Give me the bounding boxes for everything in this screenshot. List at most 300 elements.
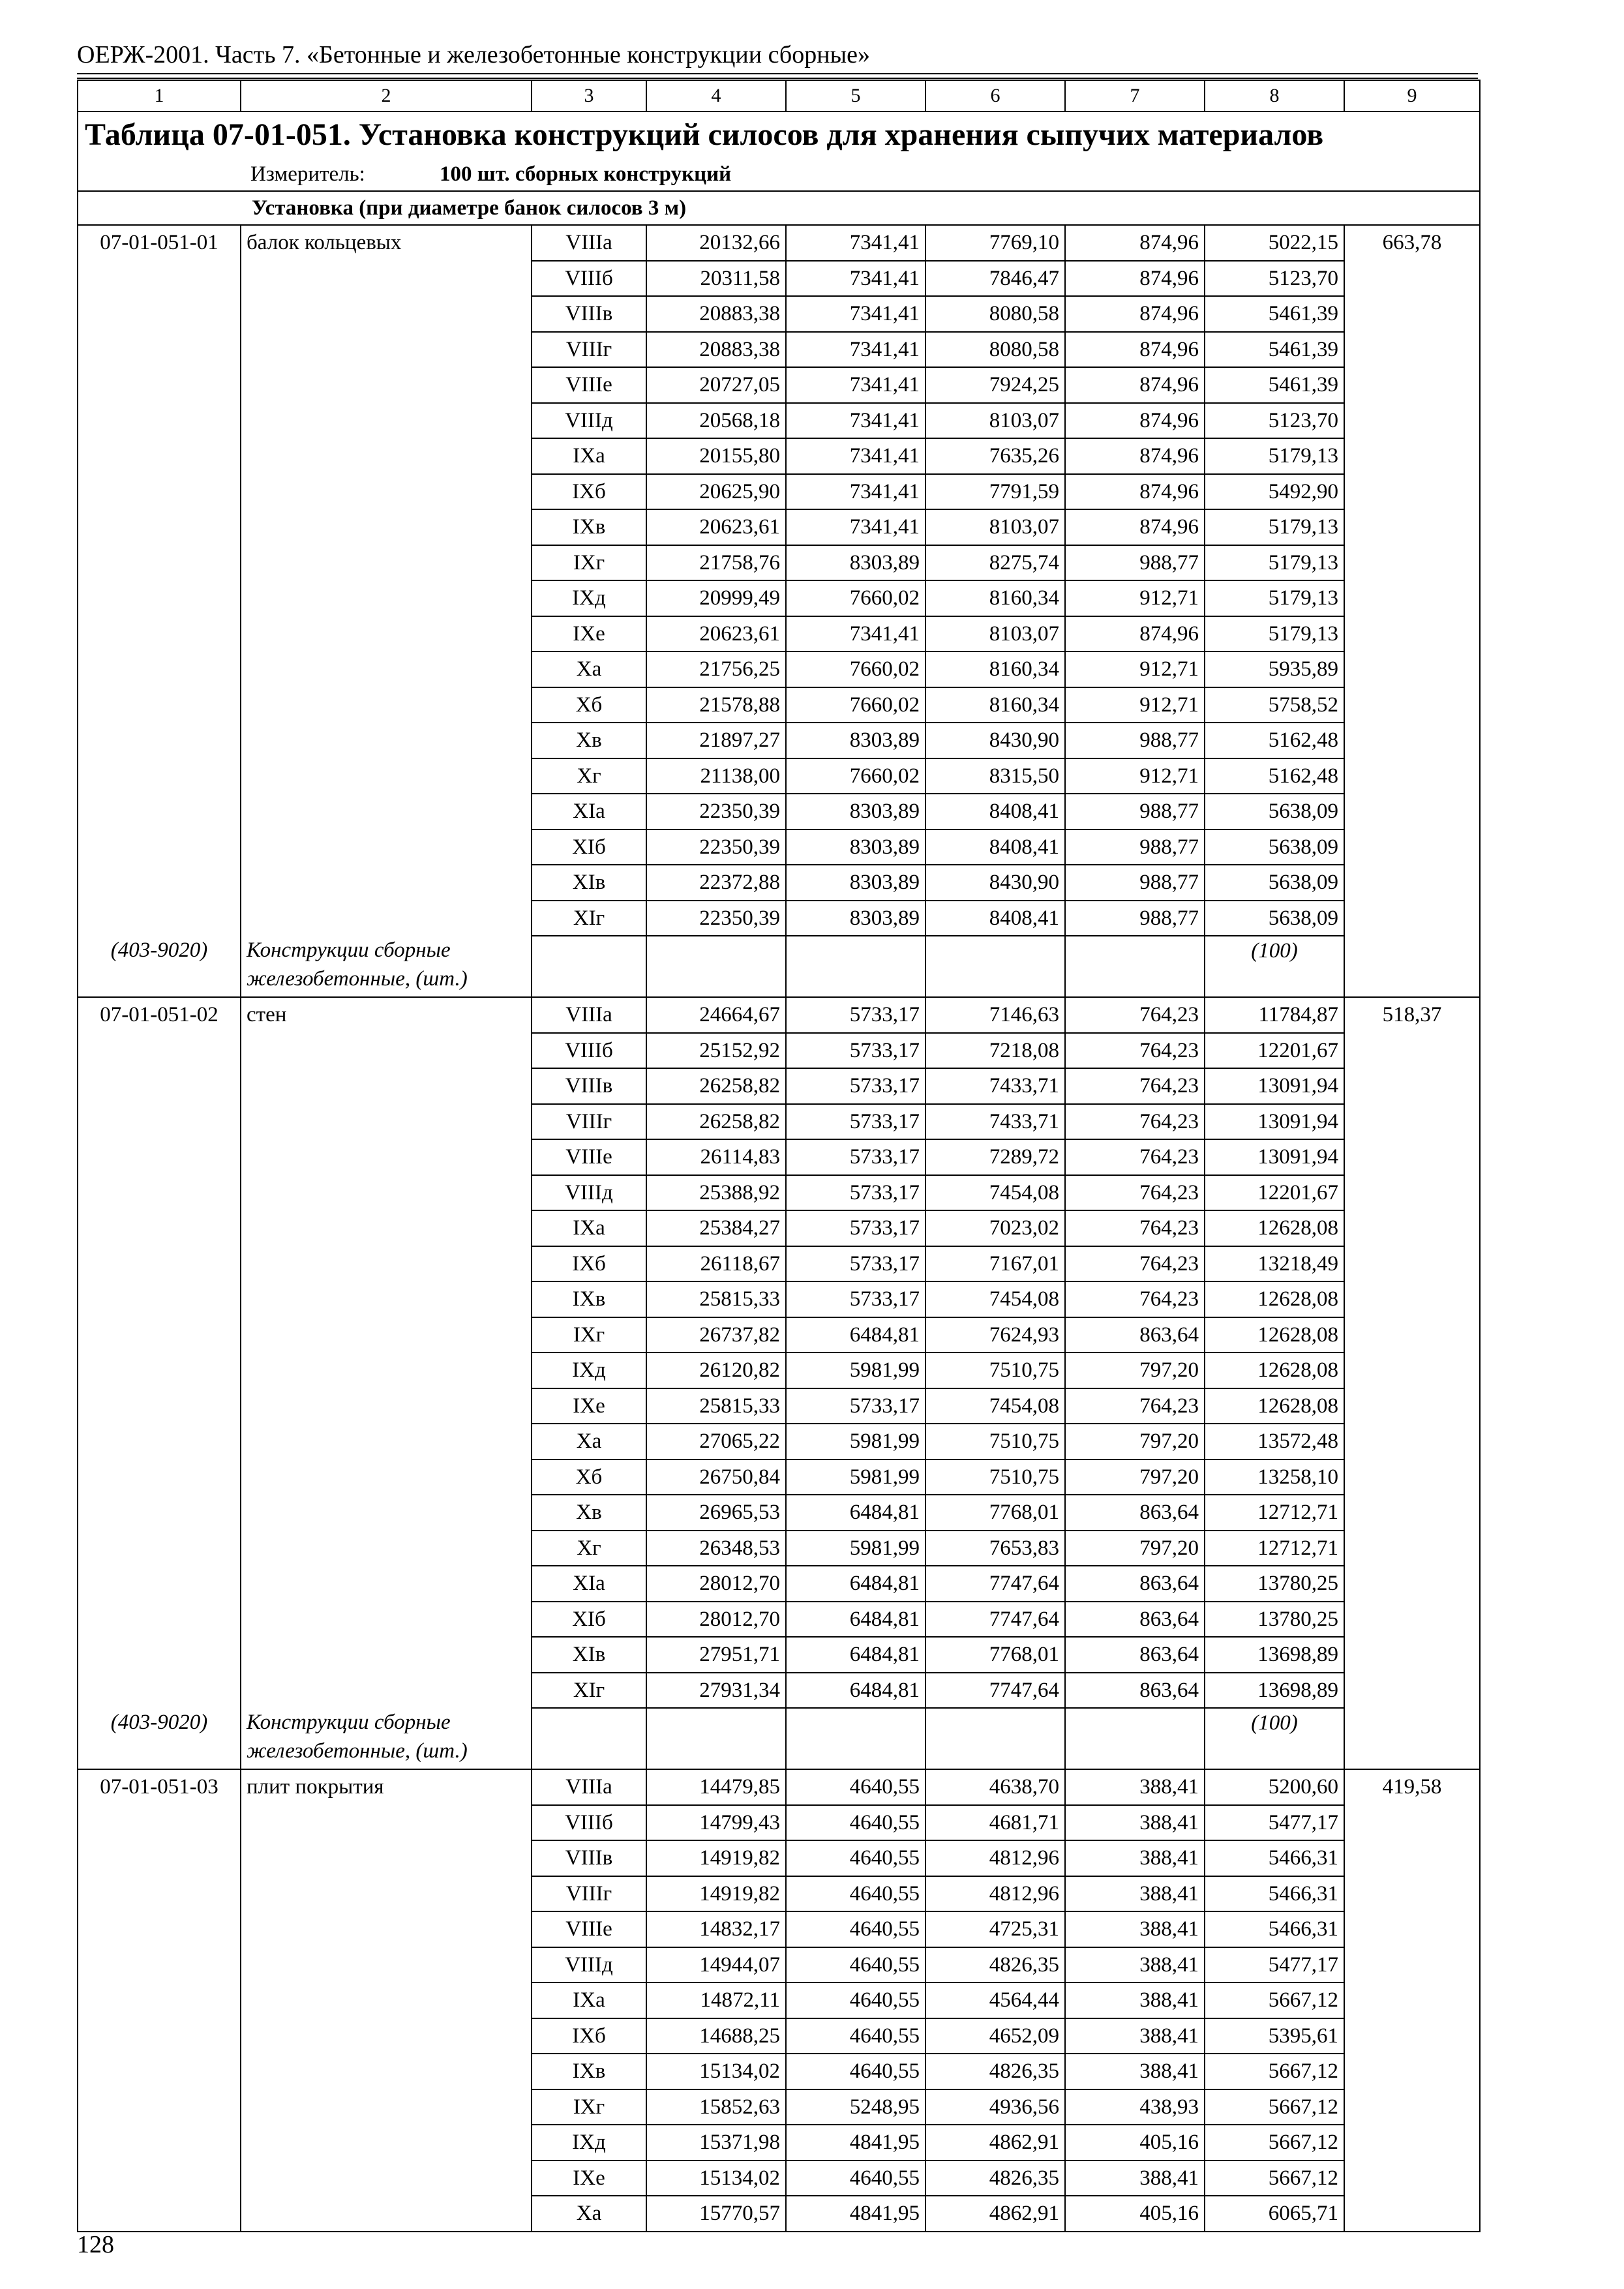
- table-row: [78, 1388, 1480, 1424]
- value-col-5: 7341,41: [786, 296, 925, 332]
- rate-code: [78, 2018, 241, 2054]
- value-col-8: 5667,12: [1205, 2089, 1344, 2125]
- zone-class: Xг: [532, 1531, 646, 1566]
- value-col-4: 15134,02: [646, 2054, 786, 2089]
- rate-name: [241, 794, 532, 830]
- rate-name: [241, 1947, 532, 1983]
- rate-code: [78, 1424, 241, 1459]
- value-col-7: 863,64: [1065, 1673, 1205, 1709]
- column-number: 6: [925, 80, 1065, 112]
- value-col-8: 5179,13: [1205, 616, 1344, 652]
- rate-name: [241, 1033, 532, 1069]
- value-col-5: 5733,17: [786, 1104, 925, 1140]
- value-col-6: 4681,71: [925, 1805, 1065, 1841]
- rate-code: [78, 474, 241, 510]
- value-col-7: 988,77: [1065, 865, 1205, 901]
- zone-class: XIа: [532, 1566, 646, 1602]
- value-col-7: 863,64: [1065, 1317, 1205, 1353]
- table-row: [78, 438, 1480, 474]
- value-col-7: 874,96: [1065, 616, 1205, 652]
- zone-class: VIIIд: [532, 403, 646, 439]
- table-row: [78, 1424, 1480, 1459]
- value-col-4: 21897,27: [646, 723, 786, 758]
- zone-class: IXд: [532, 1353, 646, 1388]
- rate-name: [241, 332, 532, 368]
- table-row: [78, 1068, 1480, 1104]
- value-col-9: [1344, 1876, 1480, 1912]
- rate-name: [241, 1911, 532, 1947]
- value-col-6: 8275,74: [925, 545, 1065, 581]
- table-row: [78, 296, 1480, 332]
- value-col-9: [1344, 1139, 1480, 1175]
- column-number: 7: [1065, 80, 1205, 112]
- table-row: [78, 2054, 1480, 2089]
- value-col-9: [1344, 438, 1480, 474]
- value-col-6: 4725,31: [925, 1911, 1065, 1947]
- value-col-4: 20623,61: [646, 616, 786, 652]
- value-col-9: [1344, 2196, 1480, 2232]
- value-col-6: 7924,25: [925, 367, 1065, 403]
- value-col-9: [1344, 1210, 1480, 1246]
- value-col-6: 4826,35: [925, 1947, 1065, 1983]
- rate-code: [78, 2089, 241, 2125]
- value-col-4: 20625,90: [646, 474, 786, 510]
- value-col-7: 388,41: [1065, 1876, 1205, 1912]
- zone-class: IXб: [532, 2018, 646, 2054]
- value-col-8: 6065,71: [1205, 2196, 1344, 2232]
- rate-code: [78, 1033, 241, 1069]
- value-col-5: 8303,89: [786, 723, 925, 758]
- value-col-7: 797,20: [1065, 1459, 1205, 1495]
- value-col-5: 6484,81: [786, 1566, 925, 1602]
- value-col-9: [1344, 687, 1480, 723]
- table-row: [78, 225, 1480, 261]
- running-header: ОЕРЖ-2001. Часть 7. «Бетонные и железобетонные конструкции сборные»: [77, 40, 1478, 74]
- value-col-8: 5179,13: [1205, 509, 1344, 545]
- table-row: [78, 1531, 1480, 1566]
- value-col-4: 25384,27: [646, 1210, 786, 1246]
- value-col-8: 5638,09: [1205, 794, 1344, 830]
- value-col-9: [1344, 1531, 1480, 1566]
- value-col-6: 4862,91: [925, 2125, 1065, 2161]
- value-col-9: [1344, 1911, 1480, 1947]
- value-col-6: 4638,70: [925, 1769, 1065, 1805]
- column-number: 9: [1344, 80, 1480, 112]
- rate-name: [241, 545, 532, 581]
- table-row: [78, 901, 1480, 936]
- value-col-4: 26737,82: [646, 1317, 786, 1353]
- value-col-8: 13698,89: [1205, 1637, 1344, 1673]
- value-col-8: 5667,12: [1205, 2054, 1344, 2089]
- rate-code: [78, 403, 241, 439]
- rate-name: [241, 723, 532, 758]
- value-col-9: [1344, 509, 1480, 545]
- value-col-8: 13780,25: [1205, 1566, 1344, 1602]
- value-col-6: 8408,41: [925, 901, 1065, 936]
- zone-class: Xа: [532, 1424, 646, 1459]
- zone-class: Xа: [532, 651, 646, 687]
- zone-class: IXе: [532, 616, 646, 652]
- value-col-7: 438,93: [1065, 2089, 1205, 2125]
- rate-code: [78, 830, 241, 865]
- value-col-4: 22350,39: [646, 794, 786, 830]
- rate-code: [78, 580, 241, 616]
- value-col-6: 7768,01: [925, 1637, 1065, 1673]
- rate-code: [78, 794, 241, 830]
- zone-class: IXб: [532, 474, 646, 510]
- value-col-9: [1344, 1175, 1480, 1211]
- rate-name: [241, 2089, 532, 2125]
- table-title: Таблица 07-01-051. Установка конструкций силосов для хранения сыпучих материалов: [78, 112, 1480, 158]
- zone-class: VIIIд: [532, 1947, 646, 1983]
- table-row: [78, 1982, 1480, 2018]
- rate-code: [78, 1673, 241, 1709]
- value-col-9: [1344, 1840, 1480, 1876]
- value-col-9: 419,58: [1344, 1769, 1480, 1805]
- value-col-4: 20883,38: [646, 296, 786, 332]
- value-col-5: 6484,81: [786, 1602, 925, 1638]
- value-col-4: 20623,61: [646, 509, 786, 545]
- value-col-4: 26114,83: [646, 1139, 786, 1175]
- value-col-9: [1344, 830, 1480, 865]
- value-col-5: 7341,41: [786, 474, 925, 510]
- value-col-6: 7747,64: [925, 1602, 1065, 1638]
- rate-name: [241, 296, 532, 332]
- value-col-5: 7341,41: [786, 616, 925, 652]
- rate-name: [241, 2161, 532, 2196]
- resource-qty: (100): [1205, 1708, 1344, 1769]
- rate-name: [241, 509, 532, 545]
- value-col-6: 8103,07: [925, 403, 1065, 439]
- value-col-9: [1344, 261, 1480, 297]
- value-col-6: 7846,47: [925, 261, 1065, 297]
- resource-empty: [646, 1708, 786, 1769]
- value-col-6: 7289,72: [925, 1139, 1065, 1175]
- column-number: 8: [1205, 80, 1344, 112]
- value-col-5: 8303,89: [786, 794, 925, 830]
- value-col-7: 388,41: [1065, 1911, 1205, 1947]
- value-col-9: [1344, 367, 1480, 403]
- zone-class: VIIIг: [532, 1104, 646, 1140]
- value-col-4: 26348,53: [646, 1531, 786, 1566]
- rate-code: [78, 616, 241, 652]
- meter-row: [78, 158, 1480, 191]
- value-col-7: 874,96: [1065, 474, 1205, 510]
- value-col-7: 988,77: [1065, 830, 1205, 865]
- table-row: [78, 1175, 1480, 1211]
- value-col-4: 14919,82: [646, 1876, 786, 1912]
- value-col-4: 14944,07: [646, 1947, 786, 1983]
- value-col-5: 8303,89: [786, 830, 925, 865]
- rate-code: [78, 1210, 241, 1246]
- value-col-4: 28012,70: [646, 1602, 786, 1638]
- value-col-8: 5638,09: [1205, 865, 1344, 901]
- value-col-8: 5466,31: [1205, 1876, 1344, 1912]
- value-col-5: 5733,17: [786, 997, 925, 1033]
- rate-code: [78, 1982, 241, 2018]
- value-col-4: 26258,82: [646, 1068, 786, 1104]
- value-col-5: 6484,81: [786, 1317, 925, 1353]
- rate-code: [78, 1947, 241, 1983]
- value-col-7: 388,41: [1065, 1982, 1205, 2018]
- value-col-8: 5667,12: [1205, 2125, 1344, 2161]
- value-col-4: 25815,33: [646, 1281, 786, 1317]
- value-col-6: 7769,10: [925, 225, 1065, 261]
- value-col-9: 663,78: [1344, 225, 1480, 261]
- value-col-9: [1344, 1982, 1480, 2018]
- value-col-9: [1344, 2161, 1480, 2196]
- value-col-9: [1344, 2054, 1480, 2089]
- table-title-row: [78, 112, 1480, 158]
- value-col-4: 26965,53: [646, 1495, 786, 1531]
- rate-code: 07-01-051-03: [78, 1769, 241, 1805]
- value-col-6: 7454,08: [925, 1281, 1065, 1317]
- rate-name: стен: [241, 997, 532, 1033]
- table-row: [78, 1876, 1480, 1912]
- zone-class: XIб: [532, 1602, 646, 1638]
- rate-name: [241, 2125, 532, 2161]
- rate-code: [78, 261, 241, 297]
- resource-row: [78, 1708, 1480, 1769]
- value-col-5: 5981,99: [786, 1459, 925, 1495]
- value-col-4: 21578,88: [646, 687, 786, 723]
- value-col-5: 4640,55: [786, 2018, 925, 2054]
- table-row: [78, 1317, 1480, 1353]
- value-col-5: 7341,41: [786, 225, 925, 261]
- value-col-8: 12628,08: [1205, 1353, 1344, 1388]
- value-col-6: 7454,08: [925, 1388, 1065, 1424]
- value-col-7: 764,23: [1065, 1210, 1205, 1246]
- table-row: [78, 1210, 1480, 1246]
- zone-class: VIIIе: [532, 1139, 646, 1175]
- zone-class: IXе: [532, 2161, 646, 2196]
- rate-name: [241, 687, 532, 723]
- table-row: [78, 545, 1480, 581]
- value-col-8: 12628,08: [1205, 1388, 1344, 1424]
- value-col-5: 6484,81: [786, 1673, 925, 1709]
- rate-code: [78, 758, 241, 794]
- value-col-5: 7341,41: [786, 509, 925, 545]
- value-col-7: 764,23: [1065, 1246, 1205, 1282]
- rate-code: [78, 1531, 241, 1566]
- zone-class: Xв: [532, 723, 646, 758]
- value-col-9: [1344, 2018, 1480, 2054]
- rate-name: [241, 758, 532, 794]
- rate-name: [241, 2018, 532, 2054]
- zone-class: IXг: [532, 2089, 646, 2125]
- resource-empty: [532, 936, 646, 997]
- rate-name: [241, 865, 532, 901]
- value-col-5: 5733,17: [786, 1210, 925, 1246]
- rate-code: [78, 1246, 241, 1282]
- value-col-4: 15852,63: [646, 2089, 786, 2125]
- zone-class: XIг: [532, 901, 646, 936]
- value-col-6: 8160,34: [925, 687, 1065, 723]
- value-col-8: 5638,09: [1205, 901, 1344, 936]
- value-col-4: 14832,17: [646, 1911, 786, 1947]
- value-col-9: [1344, 723, 1480, 758]
- value-col-9: [1344, 1459, 1480, 1495]
- value-col-9: [1344, 332, 1480, 368]
- zone-class: VIIIв: [532, 296, 646, 332]
- value-col-7: 764,23: [1065, 997, 1205, 1033]
- rate-code: [78, 1840, 241, 1876]
- value-col-4: 20155,80: [646, 438, 786, 474]
- value-col-6: 8103,07: [925, 509, 1065, 545]
- rate-code: [78, 2161, 241, 2196]
- value-col-7: 863,64: [1065, 1637, 1205, 1673]
- value-col-4: 20132,66: [646, 225, 786, 261]
- resource-empty: [532, 1708, 646, 1769]
- meter-label: Измеритель:: [250, 162, 365, 186]
- resource-empty: [786, 1708, 925, 1769]
- rate-code: [78, 296, 241, 332]
- column-number: 3: [532, 80, 646, 112]
- value-col-7: 874,96: [1065, 225, 1205, 261]
- rate-name: [241, 616, 532, 652]
- value-col-8: 12628,08: [1205, 1317, 1344, 1353]
- table-row: [78, 1947, 1480, 1983]
- value-col-9: [1344, 1424, 1480, 1459]
- value-col-6: 4826,35: [925, 2054, 1065, 2089]
- rate-code: 07-01-051-02: [78, 997, 241, 1033]
- rate-code: [78, 1602, 241, 1638]
- value-col-9: [1344, 616, 1480, 652]
- value-col-7: 912,71: [1065, 687, 1205, 723]
- value-col-5: 4640,55: [786, 1769, 925, 1805]
- column-number: 2: [241, 80, 532, 112]
- value-col-6: 4826,35: [925, 2161, 1065, 2196]
- value-col-8: 13572,48: [1205, 1424, 1344, 1459]
- value-col-8: 12712,71: [1205, 1531, 1344, 1566]
- value-col-8: 13091,94: [1205, 1139, 1344, 1175]
- value-col-8: 5758,52: [1205, 687, 1344, 723]
- zone-class: IXа: [532, 1210, 646, 1246]
- value-col-5: 7341,41: [786, 332, 925, 368]
- value-col-8: 5162,48: [1205, 723, 1344, 758]
- value-col-8: 5179,13: [1205, 438, 1344, 474]
- table-row: [78, 1495, 1480, 1531]
- value-col-5: 4640,55: [786, 1982, 925, 2018]
- zone-class: XIа: [532, 794, 646, 830]
- rate-code: [78, 1911, 241, 1947]
- rate-name: [241, 1317, 532, 1353]
- value-col-7: 764,23: [1065, 1139, 1205, 1175]
- rate-name: [241, 651, 532, 687]
- value-col-4: 22372,88: [646, 865, 786, 901]
- zone-class: Xг: [532, 758, 646, 794]
- rate-name: [241, 1281, 532, 1317]
- rate-name: [241, 2196, 532, 2232]
- value-col-6: 4936,56: [925, 2089, 1065, 2125]
- table-row: [78, 261, 1480, 297]
- value-col-9: [1344, 1602, 1480, 1638]
- value-col-7: 874,96: [1065, 261, 1205, 297]
- value-col-8: 5466,31: [1205, 1911, 1344, 1947]
- rate-code: [78, 1281, 241, 1317]
- value-col-9: [1344, 474, 1480, 510]
- value-col-4: 20311,58: [646, 261, 786, 297]
- table-row: [78, 1637, 1480, 1673]
- rate-code: [78, 1317, 241, 1353]
- value-col-7: 388,41: [1065, 1947, 1205, 1983]
- value-col-6: 8430,90: [925, 723, 1065, 758]
- value-col-7: 405,16: [1065, 2196, 1205, 2232]
- value-col-5: 7341,41: [786, 438, 925, 474]
- value-col-9: [1344, 296, 1480, 332]
- rate-code: [78, 1353, 241, 1388]
- value-col-8: 13698,89: [1205, 1673, 1344, 1709]
- resource-empty: [925, 1708, 1065, 1769]
- value-col-9: [1344, 1947, 1480, 1983]
- table-row: [78, 474, 1480, 510]
- rate-code: [78, 1495, 241, 1531]
- value-col-7: 388,41: [1065, 1769, 1205, 1805]
- rate-name: [241, 830, 532, 865]
- rate-code: [78, 687, 241, 723]
- value-col-6: 7146,63: [925, 997, 1065, 1033]
- rate-name: [241, 1566, 532, 1602]
- value-col-6: 7747,64: [925, 1673, 1065, 1709]
- value-col-6: 8408,41: [925, 830, 1065, 865]
- value-col-8: 5477,17: [1205, 1805, 1344, 1841]
- rate-name: [241, 367, 532, 403]
- value-col-4: 26118,67: [646, 1246, 786, 1282]
- value-col-5: 8303,89: [786, 865, 925, 901]
- table-row: [78, 865, 1480, 901]
- value-col-8: 5123,70: [1205, 261, 1344, 297]
- value-col-8: 5638,09: [1205, 830, 1344, 865]
- value-col-4: 25815,33: [646, 1388, 786, 1424]
- resource-empty: [1065, 1708, 1205, 1769]
- zone-class: IXв: [532, 509, 646, 545]
- rate-name: [241, 261, 532, 297]
- value-col-5: 4841,95: [786, 2125, 925, 2161]
- rate-name: [241, 1104, 532, 1140]
- zone-class: VIIIб: [532, 1805, 646, 1841]
- value-col-9: [1344, 1805, 1480, 1841]
- value-col-5: 5733,17: [786, 1175, 925, 1211]
- value-col-8: 5395,61: [1205, 2018, 1344, 2054]
- rate-name: [241, 1353, 532, 1388]
- zone-class: Xб: [532, 687, 646, 723]
- value-col-7: 863,64: [1065, 1566, 1205, 1602]
- value-col-9: [1344, 1317, 1480, 1353]
- value-col-5: 7341,41: [786, 367, 925, 403]
- rate-code: [78, 1068, 241, 1104]
- rate-code: [78, 1566, 241, 1602]
- table-row: [78, 1602, 1480, 1638]
- rate-code: [78, 2125, 241, 2161]
- zone-class: XIб: [532, 830, 646, 865]
- table-row: [78, 332, 1480, 368]
- value-col-8: 13091,94: [1205, 1068, 1344, 1104]
- subsection-row: [78, 191, 1480, 225]
- value-col-7: 797,20: [1065, 1424, 1205, 1459]
- value-col-8: 13258,10: [1205, 1459, 1344, 1495]
- column-number: 4: [646, 80, 786, 112]
- column-number-row: [78, 80, 1480, 112]
- value-col-5: 4640,55: [786, 2054, 925, 2089]
- rate-code: [78, 865, 241, 901]
- table-row: [78, 1281, 1480, 1317]
- resource-empty: [1065, 936, 1205, 997]
- zone-class: Xв: [532, 1495, 646, 1531]
- value-col-4: 14872,11: [646, 1982, 786, 2018]
- table-row: [78, 723, 1480, 758]
- resource-qty: (100): [1205, 936, 1344, 997]
- zone-class: IXе: [532, 1388, 646, 1424]
